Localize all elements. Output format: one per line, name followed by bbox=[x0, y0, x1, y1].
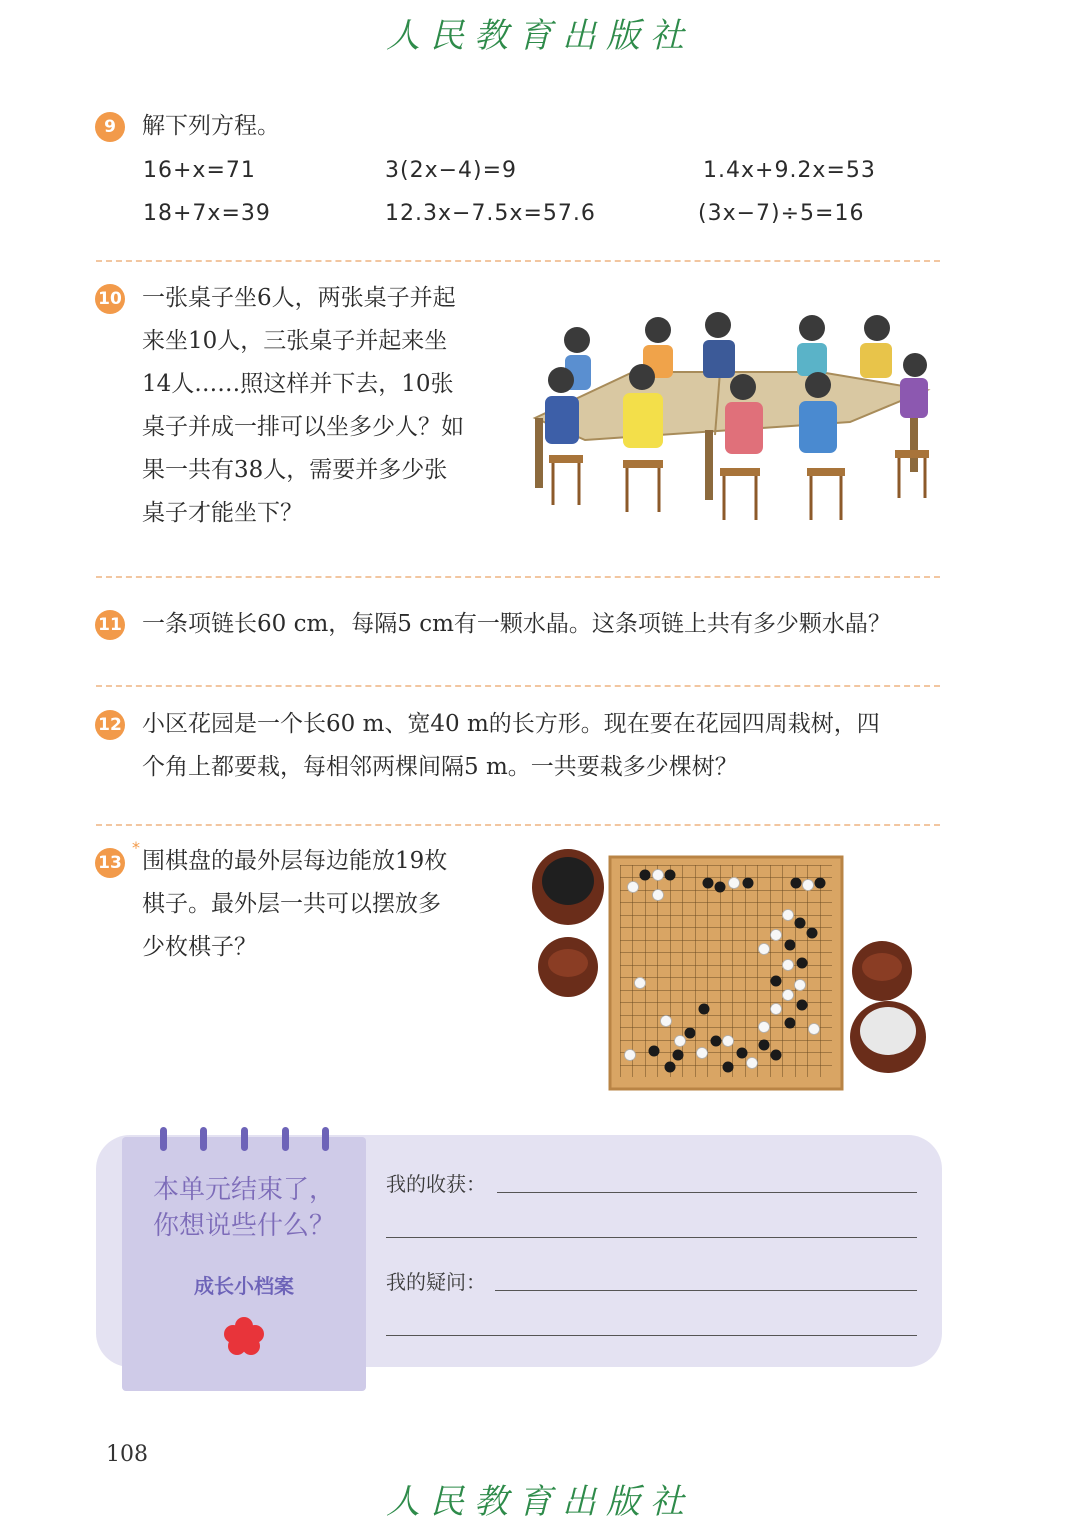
binder-ring bbox=[160, 1127, 167, 1151]
question-12-line: 个角上都要栽，每相邻两棵间隔5 m。一共要栽多少棵树？ bbox=[142, 754, 738, 780]
section-divider bbox=[96, 576, 940, 578]
section-divider bbox=[96, 260, 940, 262]
question-write-line[interactable] bbox=[386, 1335, 917, 1336]
gain-label: 我的收获： bbox=[386, 1172, 486, 1196]
growth-card-subtitle: 成长小档案 bbox=[194, 1274, 294, 1298]
growth-title-line-1: 本单元结束了， bbox=[152, 1175, 335, 1205]
binder-ring bbox=[200, 1127, 207, 1151]
page-number: 108 bbox=[106, 1442, 148, 1467]
equation: (3x−7)÷5=16 bbox=[698, 201, 865, 226]
growth-title-line-2: 你想说些什么？ bbox=[152, 1211, 335, 1241]
equation: 18+7x=39 bbox=[143, 201, 271, 226]
question-13-line: 围棋盘的最外层每边能放19枚 bbox=[142, 848, 448, 874]
question-11-badge: 11 bbox=[95, 610, 125, 640]
binder-ring bbox=[241, 1127, 248, 1151]
equation: 1.4x+9.2x=53 bbox=[703, 158, 876, 183]
question-10-line: 一张桌子坐6人，两张桌子并起 bbox=[142, 285, 456, 311]
question-12-line: 小区花园是一个长60 m、宽40 m的长方形。现在要在花园四周栽树，四 bbox=[142, 711, 880, 737]
question-10-line: 来坐10人，三张桌子并起来坐 bbox=[142, 328, 448, 354]
question-13-badge: 13 bbox=[95, 848, 125, 878]
question-12-badge: 12 bbox=[95, 710, 125, 740]
question-10-badge: 10 bbox=[95, 284, 125, 314]
gain-write-line[interactable] bbox=[386, 1237, 917, 1238]
question-13-line: 棋子。最外层一共可以摆放多 bbox=[142, 891, 441, 917]
go-board-illustration bbox=[530, 845, 930, 1095]
equation: 3(2x−4)=9 bbox=[385, 158, 518, 183]
equation: 12.3x−7.5x=57.6 bbox=[385, 201, 596, 226]
question-13-line: 少枚棋子？ bbox=[142, 934, 257, 960]
flower-icon bbox=[222, 1316, 266, 1356]
question-write-line[interactable] bbox=[495, 1290, 917, 1291]
question-label: 我的疑问： bbox=[386, 1270, 486, 1294]
question-10-line: 14人……照这样并下去，10张 bbox=[142, 371, 454, 397]
section-divider bbox=[96, 685, 940, 687]
optional-star: * bbox=[132, 838, 140, 857]
gain-write-line[interactable] bbox=[497, 1192, 917, 1193]
binder-ring bbox=[282, 1127, 289, 1151]
question-11-text: 一条项链长60 cm，每隔5 cm有一颗水晶。这条项链上共有多少颗水晶？ bbox=[142, 611, 891, 637]
question-9-prompt: 解下列方程。 bbox=[142, 113, 280, 139]
growth-card-title bbox=[122, 1172, 366, 1244]
question-10-line: 桌子才能坐下？ bbox=[142, 500, 303, 526]
section-divider bbox=[96, 824, 940, 826]
equation: 16+x=71 bbox=[143, 158, 256, 183]
question-9-badge: 9 bbox=[95, 112, 125, 142]
question-10-line: 果一共有38人，需要并多少张 bbox=[142, 457, 448, 483]
children-at-tables-illustration bbox=[515, 300, 940, 530]
publisher-watermark-top: 人民教育出版社 bbox=[386, 16, 694, 56]
binder-ring bbox=[322, 1127, 329, 1151]
publisher-watermark-bottom: 人民教育出版社 bbox=[386, 1482, 694, 1522]
question-10-line: 桌子并成一排可以坐多少人？如 bbox=[142, 414, 464, 440]
